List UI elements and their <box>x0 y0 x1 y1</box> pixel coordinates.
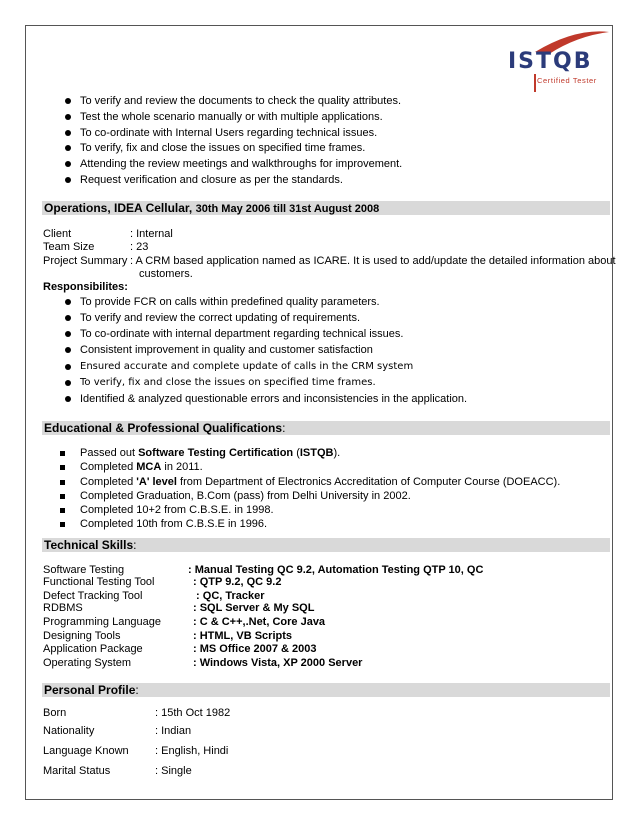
skill-label: Software Testing <box>43 564 125 576</box>
project-summary-label: Project Summary <box>43 255 128 267</box>
list-item: Test the whole scenario manually or with multiple applications. <box>80 111 383 123</box>
square-bullet-icon <box>60 494 65 499</box>
profile-label: Nationality <box>43 725 95 737</box>
bullet-icon <box>65 130 71 136</box>
square-bullet-icon <box>60 451 65 456</box>
bullet-icon <box>65 315 71 321</box>
bullet-icon <box>65 331 71 337</box>
skill-value: : HTML, VB Scripts <box>193 630 293 642</box>
bullet-icon <box>65 98 71 104</box>
bullet-icon <box>65 177 71 183</box>
list-item: To verify, fix and close the issues on specified time frames. <box>80 377 376 388</box>
project-summary-value: : A CRM based application named as ICARE. It is used to add/update the detailed information about <box>130 255 616 267</box>
skill-label: Defect Tracking Tool <box>43 590 143 602</box>
profile-value: : Indian <box>155 725 192 737</box>
list-item: Completed MCA in 2011. <box>80 461 203 473</box>
square-bullet-icon <box>60 508 65 513</box>
skill-label: Operating System <box>43 657 132 669</box>
section-heading-skills <box>44 538 137 552</box>
skill-label: Functional Testing Tool <box>43 576 155 588</box>
bullet-icon <box>65 145 71 151</box>
list-item: Passed out Software Testing Certification (ISTQB). <box>80 447 341 459</box>
profile-value: : 15th Oct 1982 <box>155 707 231 719</box>
client-value: : Internal <box>130 228 173 240</box>
skill-label: Application Package <box>43 643 143 655</box>
section-heading-education <box>44 421 285 435</box>
list-item: To verify and review the documents to check the quality attributes. <box>80 95 401 107</box>
skill-label: Designing Tools <box>43 630 121 642</box>
company-name: Operations, IDEA Cellular, <box>44 201 193 215</box>
list-item: To verify, fix and close the issues on specified time frames. <box>80 142 366 154</box>
skill-value: : Manual Testing QC 9.2, Automation Testing QTP 10, QC <box>188 564 484 576</box>
client-label: Client <box>43 228 72 240</box>
employment-dates: 30th May 2006 till 31st August 2008 <box>195 203 380 215</box>
list-item: Completed 10+2 from C.B.S.E. in 1998. <box>80 504 274 516</box>
list-item: Ensured accurate and complete update of calls in the CRM system <box>80 361 414 372</box>
bullet-icon <box>65 364 71 370</box>
heading-text: Technical Skills <box>44 538 134 552</box>
list-item: To co-ordinate with Internal Users regarding technical issues. <box>80 127 378 139</box>
list-item: To verify and review the correct updating of requirements. <box>80 312 361 324</box>
logo-subtitle: Certified Tester <box>537 76 597 85</box>
bullet-icon <box>65 161 71 167</box>
heading-text: Educational & Professional Qualifications <box>44 421 283 435</box>
bullet-icon <box>65 299 71 305</box>
skill-value: : QC, Tracker <box>193 590 265 602</box>
list-item: Completed Graduation, B.Com (pass) from Delhi University in 2002. <box>80 490 411 502</box>
section-heading-operations <box>44 201 379 215</box>
bullet-icon <box>65 380 71 386</box>
list-item: To co-ordinate with internal department regarding technical issues. <box>80 328 404 340</box>
profile-value: : Single <box>155 765 192 777</box>
skill-value: : Windows Vista, XP 2000 Server <box>193 657 363 669</box>
skill-value: : MS Office 2007 & 2003 <box>193 643 317 655</box>
profile-label: Marital Status <box>43 765 111 777</box>
bullet-icon <box>65 114 71 120</box>
profile-label: Born <box>43 707 67 719</box>
square-bullet-icon <box>60 480 65 485</box>
profile-value: : English, Hindi <box>155 745 229 757</box>
skill-value: : SQL Server & My SQL <box>193 602 315 614</box>
skill-label: Programming Language <box>43 616 162 628</box>
logo-bar <box>534 74 536 92</box>
bullet-icon <box>65 347 71 353</box>
section-heading-profile <box>44 683 139 697</box>
list-item: Completed 10th from C.B.S.E in 1996. <box>80 518 268 530</box>
heading-colon: : <box>135 683 139 697</box>
project-summary-continued: customers. <box>139 268 193 280</box>
list-item: To provide FCR on calls within predefined quality parameters. <box>80 296 380 308</box>
list-item: Completed 'A' level from Department of Electronics Accreditation of Computer Course (DOEACC). <box>80 476 561 488</box>
heading-colon: : <box>282 421 286 435</box>
heading-colon: : <box>133 538 137 552</box>
logo-title: ISTQB <box>508 49 593 74</box>
square-bullet-icon <box>60 522 65 527</box>
bullet-icon <box>65 396 71 402</box>
list-item: Attending the review meetings and walkthroughs for improvement. <box>80 158 403 170</box>
list-item: Identified & analyzed questionable errors and inconsistencies in the application. <box>80 393 468 405</box>
skill-label: RDBMS <box>43 602 83 614</box>
list-item: Consistent improvement in quality and customer satisfaction <box>80 344 373 356</box>
heading-text: Personal Profile <box>44 683 136 697</box>
list-item: Request verification and closure as per the standards. <box>80 174 343 186</box>
square-bullet-icon <box>60 465 65 470</box>
responsibilities-heading: Responsibilites: <box>43 281 128 293</box>
skill-value: : QTP 9.2, QC 9.2 <box>193 576 282 588</box>
istqb-logo <box>505 30 611 92</box>
profile-label: Language Known <box>43 745 129 757</box>
team-size-label: Team Size <box>43 241 95 253</box>
skill-value: : C & C++,.Net, Core Java <box>193 616 326 628</box>
team-size-value: : 23 <box>130 241 149 253</box>
